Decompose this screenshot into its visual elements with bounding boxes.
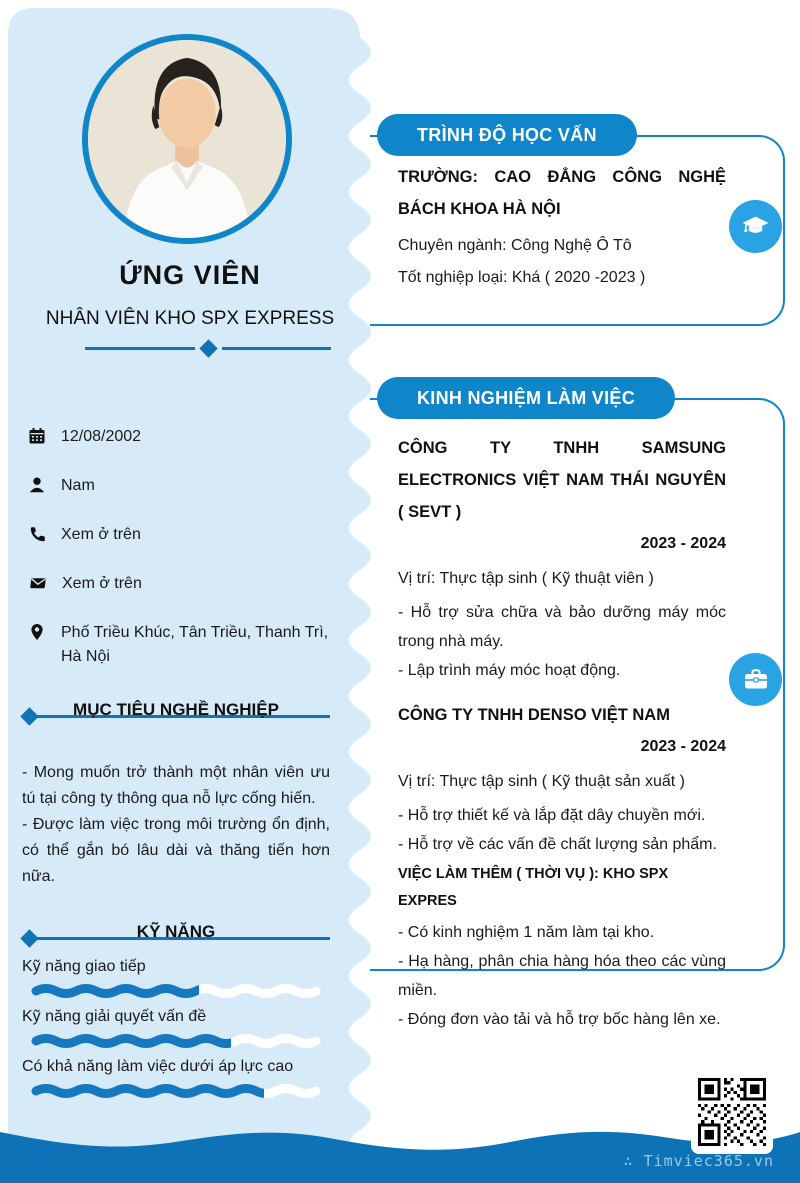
job-bullet: - Lập trình máy móc hoạt động. (398, 662, 621, 679)
job-bullet: - Hỗ trợ sửa chữa và bảo dưỡng máy móc trong nhà máy. (398, 604, 726, 650)
footer-wave (0, 1118, 800, 1183)
calendar-icon (28, 425, 46, 453)
job-entry (398, 699, 726, 1034)
job-bullets (398, 598, 726, 685)
skill-bar-fill (30, 1084, 264, 1098)
user-icon (28, 474, 46, 502)
briefcase-icon (741, 665, 771, 695)
skill-label: Kỹ năng giải quyết vấn đề (22, 1008, 207, 1025)
skills-section-heading: KỸ NĂNG (22, 915, 330, 943)
job-bullets (398, 801, 726, 859)
phone-icon (28, 523, 46, 551)
location-icon (28, 621, 46, 649)
diamond-icon (199, 339, 217, 357)
skill-bar-fill (30, 984, 199, 998)
job-entry (398, 432, 726, 685)
job-bullet: - Hỗ trợ thiết kế và lắp đặt dây chuyền mới. (398, 807, 706, 824)
brand-watermark: ∴ Timviec365.vn (623, 1152, 774, 1170)
education-result: Tốt nghiệp loại: Khá ( 2020 -2023 ) (398, 269, 646, 286)
job-bullet: - Đóng đơn vào tải và hỗ trợ bốc hàng lên xe. (398, 1011, 721, 1028)
skill-item (22, 1008, 330, 1048)
objective-paragraph: - Mong muốn trở thành một nhân viên ưu tú tại công ty thông qua nỗ lực cống hiến. (22, 764, 330, 807)
skill-bar-fill (30, 1034, 231, 1048)
experience-icon-badge (729, 653, 782, 706)
school-name: TRƯỜNG: CAO ĐẲNG CÔNG NGHỆ BÁCH KHOA HÀ NỘI (398, 168, 726, 218)
education-section-heading: TRÌNH ĐỘ HỌC VẤN (377, 114, 637, 156)
contact-text: Nam (61, 477, 95, 494)
candidate-name: ỨNG VIÊN (119, 260, 261, 290)
title-divider (85, 342, 331, 355)
qr-code (691, 1070, 773, 1154)
side-job-heading: VIỆC LÀM THÊM ( THỜI VỤ ): KHO SPX EXPRES (398, 866, 669, 909)
job-bullets (398, 918, 726, 1034)
skill-bar (30, 984, 322, 998)
experience-section-heading: KINH NGHIỆM LÀM VIỆC (377, 377, 675, 419)
contact-item (28, 523, 338, 551)
contact-text: Xem ở trên (62, 575, 142, 592)
candidate-title: NHÂN VIÊN KHO SPX EXPRESS (45, 308, 335, 329)
education-body (398, 161, 726, 293)
job-bullet: - Hạ hàng, phân chia hàng hóa theo các vùng miền. (398, 953, 726, 999)
skill-item (22, 958, 330, 998)
job-bullet: - Hỗ trợ về các vấn đề chất lượng sản phẩm. (398, 836, 717, 853)
sidebar (8, 8, 372, 1183)
avatar (82, 34, 292, 244)
skill-bar (30, 1034, 322, 1048)
contact-text: Phố Triều Khúc, Tân Triều, Thanh Trì, Hà Nội (61, 624, 329, 665)
contact-item (28, 425, 338, 453)
job-company: CÔNG TY TNHH SAMSUNG ELECTRONICS VIỆT NAM THÁI NGUYÊN ( SEVT ) (398, 439, 726, 521)
contact-list (28, 425, 338, 690)
objective-paragraph: - Được làm việc trong môi trường ổn định, có thể gắn bó lâu dài và thăng tiến hơn nữa. (22, 816, 330, 885)
education-major: Chuyên ngành: Công Nghệ Ô Tô (398, 237, 632, 254)
avatar-illustration (88, 40, 286, 238)
graduation-cap-icon (740, 211, 771, 242)
skill-label: Kỹ năng giao tiếp (22, 958, 146, 975)
contact-item (28, 572, 338, 600)
job-position: Vị trí: Thực tập sinh ( Kỹ thuật sản xuất ) (398, 773, 685, 790)
job-position: Vị trí: Thực tập sinh ( Kỹ thuật viên ) (398, 570, 654, 587)
contact-text: 12/08/2002 (61, 428, 142, 445)
objective-section (22, 760, 330, 890)
envelope-icon (28, 572, 47, 600)
skill-item (22, 1058, 330, 1098)
job-period: 2023 - 2024 (640, 535, 726, 552)
contact-text: Xem ở trên (61, 526, 141, 543)
job-period: 2023 - 2024 (640, 738, 726, 755)
skills-list (22, 958, 330, 1108)
contact-item (28, 621, 338, 669)
experience-body (398, 432, 726, 1034)
education-icon-badge (729, 200, 782, 253)
objective-section-heading: MỤC TIÊU NGHỀ NGHIỆP (22, 693, 330, 721)
job-company: CÔNG TY TNHH DENSO VIỆT NAM (398, 706, 670, 724)
contact-item (28, 474, 338, 502)
skill-bar (30, 1084, 322, 1098)
job-bullet: - Có kinh nghiệm 1 năm làm tại kho. (398, 924, 655, 941)
qr-code-pattern (698, 1078, 766, 1146)
skill-label: Có khả năng làm việc dưới áp lực cao (22, 1058, 294, 1075)
